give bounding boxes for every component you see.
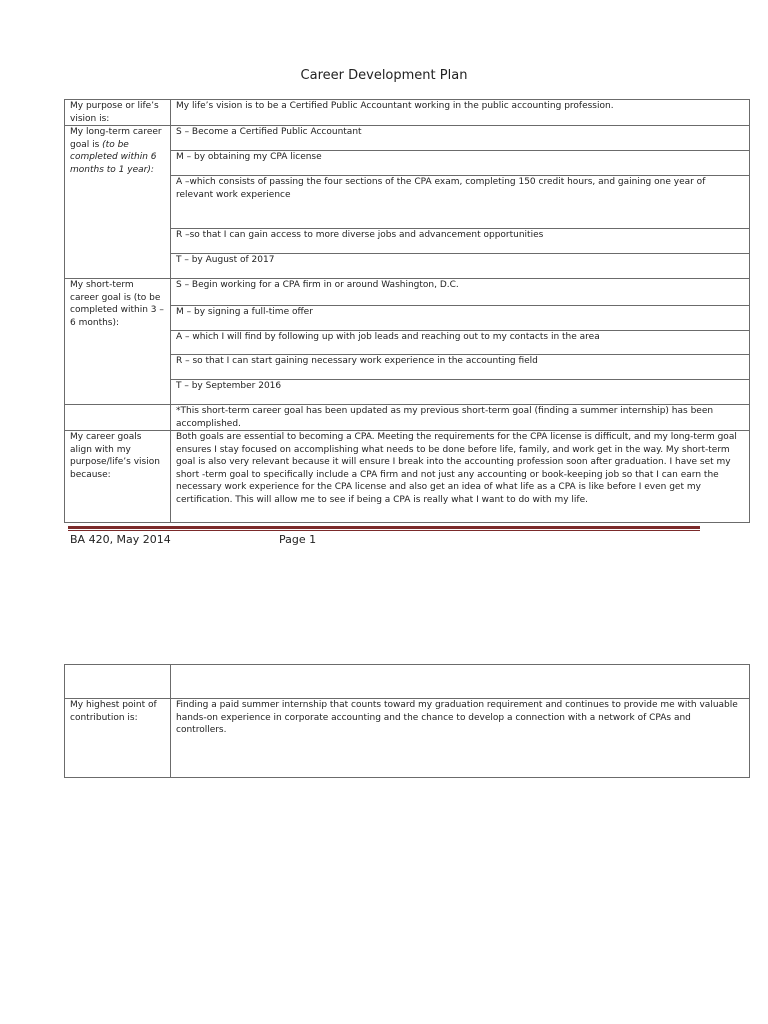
shortterm-label: My short-term career goal is (to be completed within 3 – 6 months):: [65, 279, 171, 405]
purpose-label: My purpose or life’s vision is:: [65, 100, 171, 126]
longterm-specific: S – Become a Certified Public Accountant: [171, 126, 750, 151]
career-plan-table: [64, 99, 750, 523]
shortterm-measurable: M – by signing a full-time offer: [171, 306, 750, 331]
shortterm-specific: S – Begin working for a CPA firm in or around Washington, D.C.: [171, 279, 750, 306]
shortterm-achievable: A – which I will find by following up with job leads and reaching out to my contacts in the area: [171, 331, 750, 355]
purpose-text: My life’s vision is to be a Certified Public Accountant working in the public accounting profession.: [171, 100, 750, 126]
highest-point-text: Finding a paid summer internship that counts toward my graduation requirement and continues to provide me with valuable hands-on experience in corporate accounting and the chance to develop a connection with a network of CPAs and controllers.: [171, 699, 750, 778]
page-title: Career Development Plan: [300, 68, 468, 83]
table-row: [65, 405, 750, 431]
footer-rule-thin: [68, 530, 700, 531]
table-row: [65, 100, 750, 126]
shortterm-relevant: R – so that I can start gaining necessary work experience in the accounting field: [171, 355, 750, 380]
longterm-relevant: R –so that I can gain access to more diverse jobs and advancement opportunities: [171, 229, 750, 254]
longterm-achievable: A –which consists of passing the four sections of the CPA exam, completing 150 credit hours, and gaining one year of relevant work experience: [171, 176, 750, 229]
note-label-empty: [65, 405, 171, 431]
footer-page-number: Page 1: [279, 533, 317, 546]
shortterm-timebound: T – by September 2016: [171, 380, 750, 405]
longterm-label-italic: (to be completed within 6 months to 1 year):: [70, 139, 157, 175]
table-row: [65, 126, 750, 151]
longterm-timebound: T – by August of 2017: [171, 254, 750, 279]
table-row: [65, 665, 750, 699]
note-text: *This short-term career goal has been updated as my previous short-term goal (finding a summer internship) has been accomplished.: [171, 405, 750, 431]
footer-rule: [68, 526, 700, 529]
empty-cell: [171, 665, 750, 699]
footer-course: BA 420, May 2014: [70, 533, 171, 546]
table-row: [65, 699, 750, 778]
longterm-measurable: M – by obtaining my CPA license: [171, 151, 750, 176]
longterm-label: [65, 126, 171, 279]
highest-point-label: My highest point of contribution is:: [65, 699, 171, 778]
table-row: [65, 431, 750, 523]
table-row: [65, 279, 750, 306]
align-label: My career goals align with my purpose/life’s vision because:: [65, 431, 171, 523]
align-text: Both goals are essential to becoming a CPA. Meeting the requirements for the CPA license is difficult, and my long-term goal ensures I stay focused on accomplishing what needs to be done before life, family, and work get in the way. My short-term goal is also very relevant because it will ensure I break into the accounting profession soon after graduation. I have set my short -term goal to specifically include a CPA firm and not just any accounting or book-keeping job so that I can earn the necessary work experience for the CPA license and also get an idea of what life as a CPA is like before I even get my certification. This will allow me to see if being a CPA is really what I want to do with my life.: [171, 431, 750, 523]
contribution-table: [64, 664, 750, 778]
longterm-label-text: My long-term career goal is: [70, 127, 162, 150]
empty-cell: [65, 665, 171, 699]
